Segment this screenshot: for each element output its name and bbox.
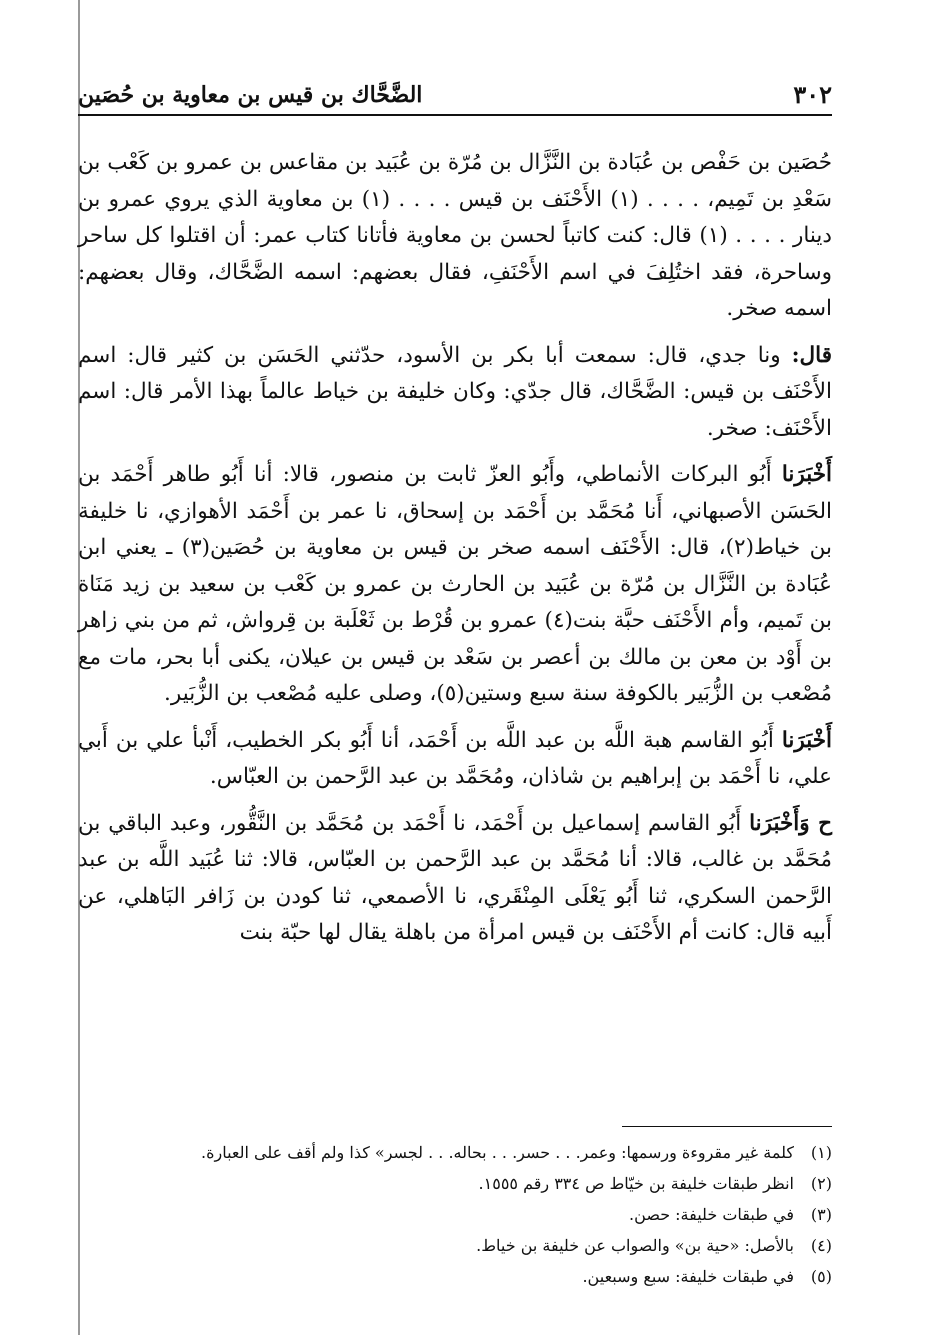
footnote-number: (٢) [810, 1174, 832, 1193]
footnote-number: (٥) [810, 1267, 832, 1286]
footnote-text: في طبقات خليفة: حصن. [629, 1205, 794, 1224]
footnote [78, 1230, 832, 1261]
footnote-text: انظر طبقات خليفة بن خيّاط ص ٣٣٤ رقم ١٥٥٥. [478, 1174, 794, 1193]
page-header [78, 80, 832, 116]
footnote-number: (١) [810, 1143, 832, 1162]
paragraph-text: ونا جدي، قال: سمعت أبا بكر بن الأسود، حدّثني الحَسَن بن كثير قال: اسم الأَحْنَف بن قيس: الضَّحَّاك، قال جدّي: وكان خليفة بن خياط عالماً بهذا الأمر قال: اسم الأَحْنَف: صخر. [78, 342, 832, 441]
footnotes [78, 1137, 832, 1292]
paragraph-text: حُصَين بن حَفْص بن عُبَادة بن النَّزَّال بن مُرّة بن عُبَيد بن مقاعس بن عمرو بن كَعْب بن سَعْدِ بن تَمِيم، . . . . (١) الأَحْنَف بن قيس . . . . (١) بن معاوية الذي يروي عمرو بن دينار . . . . (١) قال: كنت كاتباً لحسن بن معاوية فأتانا كتاب عمر: أن اقتلوا كل ساحر وساحرة، فقد اختُلِفَ في اسم الأَحْنَفِ، فقال بعضهم: اسمه الضَّحَّاك، وقال بعضهم: اسمه صخر. [78, 150, 832, 321]
footnote-text: بالأصل: «حية بن» والصواب عن خليفة بن خياط. [476, 1236, 794, 1255]
footnote [78, 1168, 832, 1199]
footnote [78, 1261, 832, 1292]
running-head: الضَّحَّاك بن قيس بن معاوية بن حُصَين [78, 82, 423, 108]
paragraph [78, 457, 832, 713]
paragraph-text: أَبُو القاسم هبة اللَّه بن عبد اللَّه بن أَحْمَد، أنا أَبُو بكر الخطيب، أَنْبأ علي بن أَبي علي، نا أَحْمَد بن إبراهيم بن شاذان، ومُحَمَّد بن عبد الرَّحمن بن العبّاس. [78, 727, 832, 789]
page-number: ٣٠٢ [793, 80, 832, 109]
paragraph [78, 806, 832, 952]
paragraph-lead: أَخْبَرَنا [781, 727, 832, 753]
footnote-separator [622, 1126, 832, 1127]
paragraph [78, 338, 832, 448]
footnote-number: (٣) [810, 1205, 832, 1224]
paragraph [78, 723, 832, 796]
main-text [78, 145, 832, 962]
paragraph-text: أَبُو البركات الأنماطي، وأَبُو العزّ ثابت بن منصور، قالا: أنا أَبُو طاهر أَحْمَد بن الحَسَن الأصبهاني، أَنا مُحَمَّد بن أَحْمَد بن إسحاق، نا عمر بن أَحْمَد الأهوازي، نا خليفة بن خياط(٢)، قال: الأَحْنَف اسمه صخر بن قيس بن معاوية بن حُصَين(٣) ـ يعني ابن عُبَادة بن النَّزَّال بن مُرّة بن عُبَيد بن الحارث بن عمرو بن كَعْب بن سعيد بن زيد مَنَاة بن تَميم، وأم الأَحْنَف حبَّة بنت(٤) عمرو بن قُرْط بن ثَعْلَبة بن قِرواش، ثم من بني زاهر بن أَوْد بن معن بن مالك بن أعصر بن سَعْد بن قيس بن عيلان، يكنى أبا بحر، مات مع مُصْعب بن الزُّبَير بالكوفة سنة سبع وستين(٥)، وصلى عليه مُصْعب بن الزُّبَير. [78, 462, 833, 706]
footnote-number: (٤) [810, 1236, 832, 1255]
footnote [78, 1199, 832, 1230]
paragraph-lead: ح وَأَخْبَرَنا [749, 810, 832, 836]
footnote-text: كلمة غير مقروءة ورسمها: وعمر. . . حسر. . . بحاله. . . لجسر» كذا ولم أقف على العبارة. [201, 1143, 794, 1162]
paragraph [78, 145, 832, 328]
paragraph-text: أَبُو القاسم إسماعيل بن أَحْمَد، نا أَحْمَد بن مُحَمَّد بن النَّقُّور، وعبد الباقي بن مُحَمَّد بن غالب، قالا: أنا مُحَمَّد بن عبد الرَّحمن بن العبّاس، قالا: ثنا عُبَيد اللَّه بن عبد الرَّحمن السكري، ثنا أَبُو يَعْلَى المِنْقَري، نا الأصمعي، ثنا كودن بن زَافر البَاهلي، عن أَبيه قال: كانت أم الأَحْنَف بن قيس امرأة من باهلة يقال لها حبّة بنت [78, 810, 832, 945]
footnote [78, 1137, 832, 1168]
paragraph-lead: أَخْبَرَنا [781, 462, 832, 487]
paragraph-lead: قال: [791, 342, 832, 368]
footnote-text: في طبقات خليفة: سبع وسبعين. [582, 1267, 794, 1286]
